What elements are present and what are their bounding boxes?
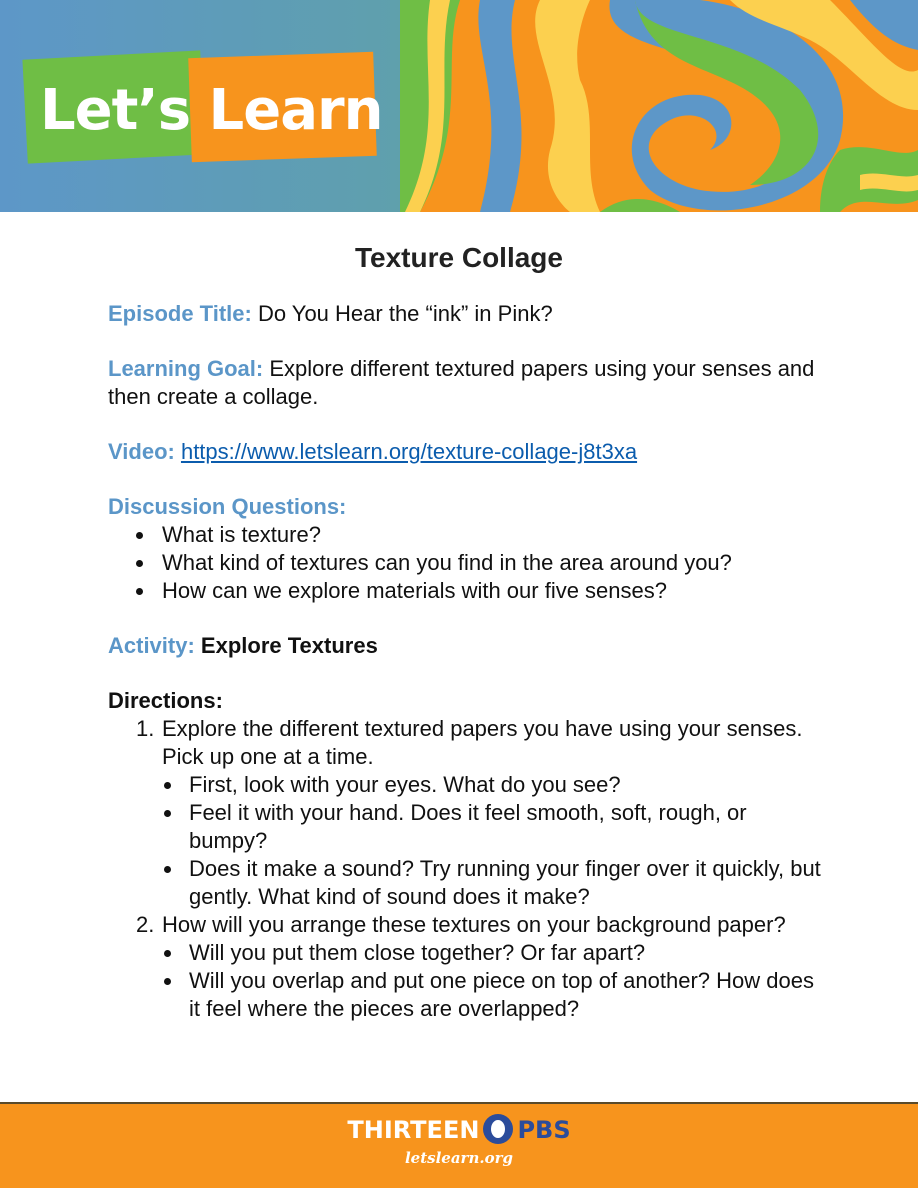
footer — [0, 1102, 918, 1188]
activity-value: Explore Textures — [200, 633, 378, 658]
video-label: Video: — [108, 439, 175, 464]
learning-goal — [108, 355, 828, 411]
goal-value: Explore different textured papers using your senses and then create a collage. — [108, 356, 815, 409]
header-banner — [0, 0, 918, 212]
video-link[interactable]: https://www.letslearn.org/texture-collage-j8t3xa — [180, 439, 638, 464]
activity-line — [108, 632, 828, 660]
discussion-heading: Discussion Questions: — [108, 494, 347, 519]
list-item: What kind of textures can you find in the area around you? — [108, 549, 828, 577]
thirteen-wordmark: THIRTEEN — [347, 1116, 480, 1144]
swirl-art — [400, 0, 918, 212]
direction-substep: Feel it with your hand. Does it feel smooth, soft, rough, or bumpy? — [108, 799, 828, 855]
video-line — [108, 438, 828, 466]
list-item: How can we explore materials with our five senses? — [108, 577, 828, 605]
directions-heading: Directions: — [108, 688, 223, 713]
direction-step: 1. Explore the different textured papers you have using your senses. Pick up one at a time. — [136, 716, 803, 769]
list-item: What is texture? — [108, 521, 828, 549]
page-title: Texture Collage — [355, 242, 563, 273]
episode-value: Do You Hear the “ink” in Pink? — [251, 301, 553, 326]
direction-substep: First, look with your eyes. What do you see? — [108, 771, 828, 799]
discussion-list — [108, 521, 828, 605]
direction-step: 2. How will you arrange these textures on your background paper? — [136, 912, 786, 937]
direction-substep: Will you put them close together? Or far apart? — [108, 939, 828, 967]
lesson-content — [108, 300, 828, 1023]
footer-url: letslearn.org — [404, 1149, 513, 1167]
pbs-wordmark: PBS — [517, 1116, 571, 1144]
goal-label: Learning Goal: — [108, 356, 264, 381]
footer-brand — [0, 1114, 918, 1145]
episode-label: Episode Title: — [108, 301, 252, 326]
episode-title — [108, 300, 828, 328]
pbs-logo-icon — [483, 1114, 513, 1144]
activity-label: Activity: — [108, 633, 195, 658]
direction-substep: Does it make a sound? Try running your finger over it quickly, but gently. What kind of sound does it make? — [108, 855, 828, 911]
lets-learn-logo: Let’s Learn — [40, 78, 383, 143]
directions-list — [108, 715, 828, 1023]
direction-substep: Will you overlap and put one piece on top of another? How does it feel where the pieces are overlapped? — [108, 967, 828, 1023]
